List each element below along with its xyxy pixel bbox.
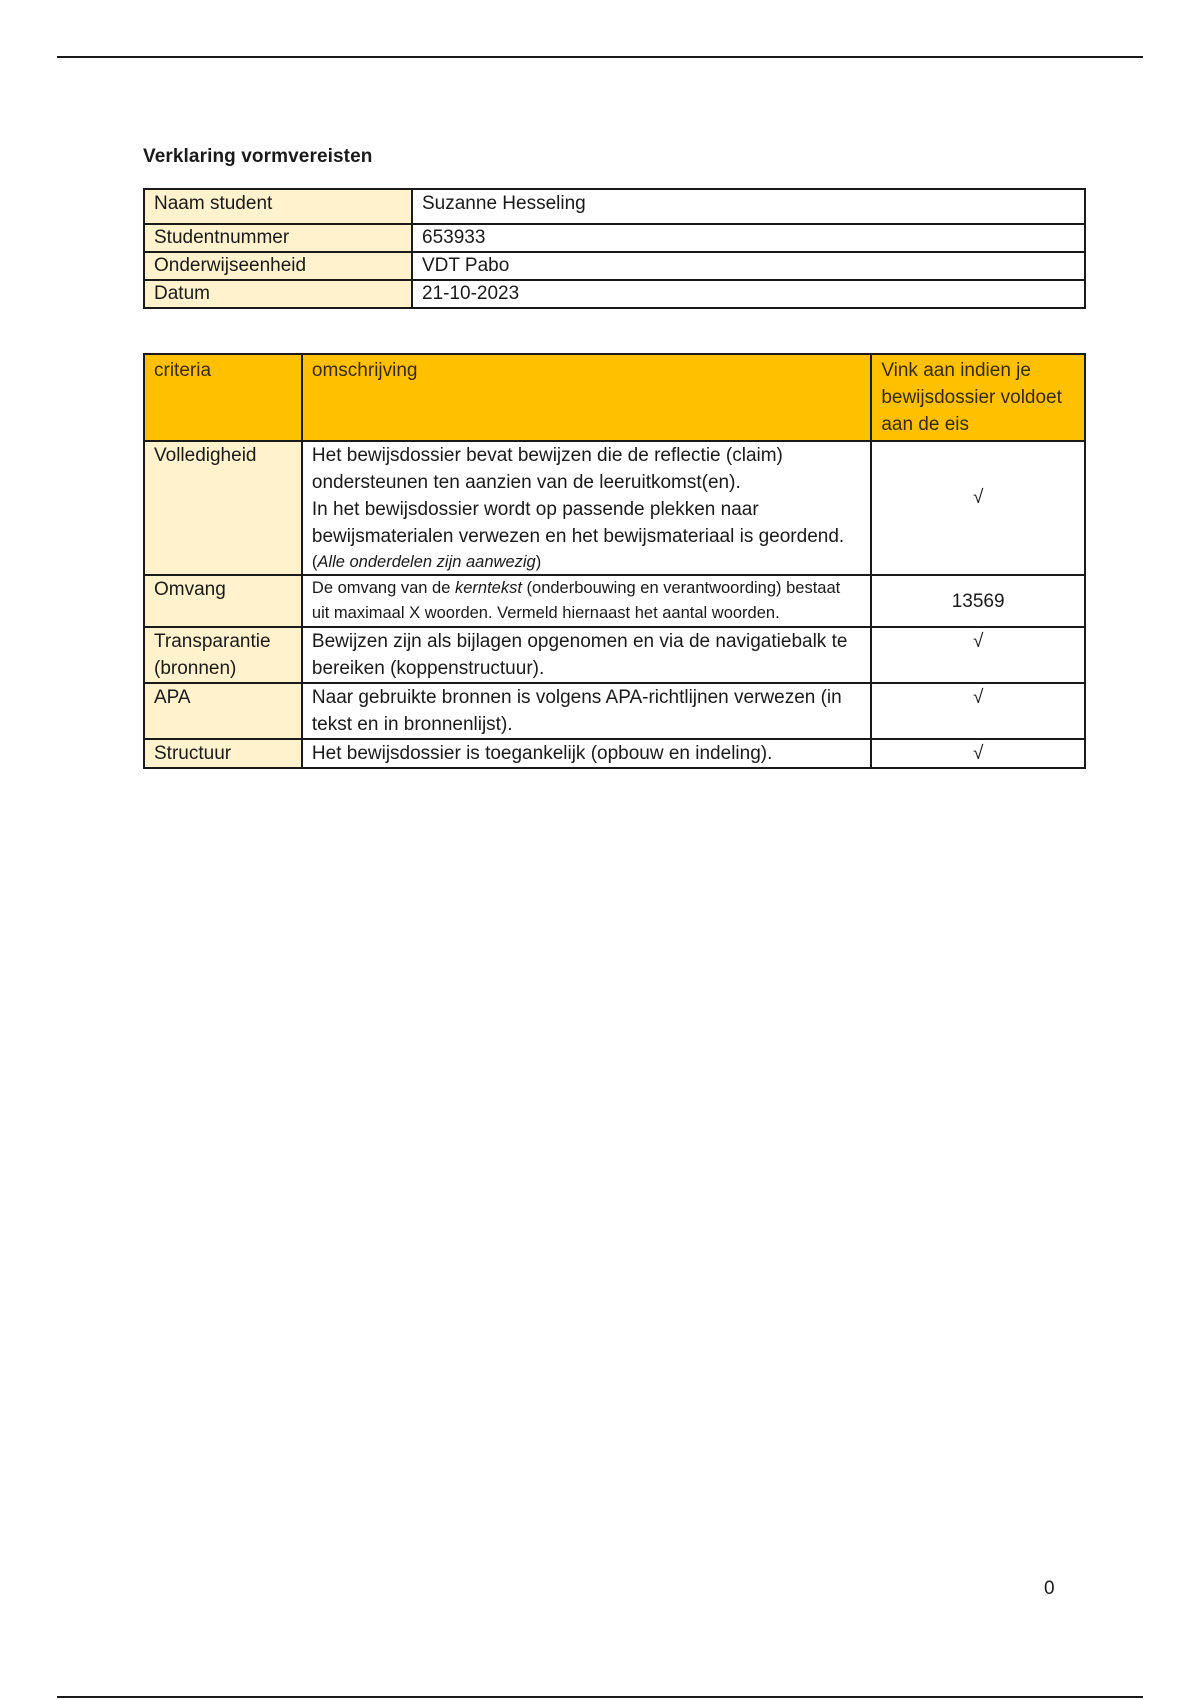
criteria-row-transparency bbox=[144, 627, 1085, 683]
criterion-check: √ bbox=[871, 683, 1085, 739]
criterion-label: Volledigheid bbox=[144, 441, 302, 575]
criterion-description bbox=[302, 575, 871, 627]
info-value-student-name: Suzanne Hesseling bbox=[412, 189, 1085, 224]
info-row-course-unit bbox=[144, 252, 1085, 280]
footer-rule bbox=[57, 1696, 1143, 1698]
header-description: omschrijving bbox=[302, 354, 871, 441]
criterion-description bbox=[302, 441, 871, 575]
criterion-label: Structuur bbox=[144, 739, 302, 768]
description-text: De omvang van de bbox=[311, 579, 455, 597]
word-count-value: 13569 bbox=[871, 575, 1085, 627]
info-row-name bbox=[144, 189, 1085, 224]
header-rule bbox=[57, 56, 1143, 58]
info-label: Onderwijseenheid bbox=[144, 252, 412, 280]
criterion-label: Transparantie (bronnen) bbox=[144, 627, 302, 683]
criterion-description: Het bewijsdossier is toegankelijk (opbouw en indeling). bbox=[302, 739, 871, 768]
criterion-description: Naar gebruikte bronnen is volgens APA-richtlijnen verwezen (in tekst en in bronnenlijst). bbox=[302, 683, 871, 739]
info-value-date: 21-10-2023 bbox=[412, 280, 1085, 308]
criteria-row-size bbox=[144, 575, 1085, 627]
info-label: Studentnummer bbox=[144, 224, 412, 252]
criterion-check: √ bbox=[871, 739, 1085, 768]
info-row-date bbox=[144, 280, 1085, 308]
info-row-student-number bbox=[144, 224, 1085, 252]
info-label: Naam student bbox=[144, 189, 412, 224]
info-label: Datum bbox=[144, 280, 412, 308]
page-number: 0 bbox=[1044, 1578, 1055, 1599]
student-info-table bbox=[143, 188, 1086, 309]
header-criteria: criteria bbox=[144, 354, 302, 441]
criteria-row-completeness bbox=[144, 441, 1085, 575]
description-emphasis: kerntekst bbox=[455, 579, 522, 597]
description-paragraph: Het bewijsdossier bevat bewijzen die de reflectie (claim) ondersteunen ten aanzien van de leeruitkomst(en). bbox=[311, 445, 783, 493]
criteria-header-row bbox=[144, 354, 1085, 441]
criteria-table bbox=[143, 353, 1086, 769]
description-text: (onderbouwing en verantwoording) bestaat uit maximaal X woorden. Vermeld hiernaast het aantal woorden. bbox=[311, 579, 841, 622]
criteria-row-structure bbox=[144, 739, 1085, 768]
criterion-description: Bewijzen zijn als bijlagen opgenomen en via de navigatiebalk te bereiken (koppenstructuur). bbox=[302, 627, 871, 683]
criterion-check: √ bbox=[871, 441, 1085, 575]
description-note: (Alle onderdelen zijn aanwezig) bbox=[311, 553, 542, 571]
note-text: Alle onderdelen zijn aanwezig bbox=[317, 553, 536, 571]
criterion-label: APA bbox=[144, 683, 302, 739]
criterion-check: √ bbox=[871, 627, 1085, 683]
criteria-row-apa bbox=[144, 683, 1085, 739]
header-check: Vink aan indien je bewijsdossier voldoet aan de eis bbox=[871, 354, 1085, 441]
info-value-student-number: 653933 bbox=[412, 224, 1085, 252]
criterion-label: Omvang bbox=[144, 575, 302, 627]
info-value-course-unit: VDT Pabo bbox=[412, 252, 1085, 280]
document-title: Verklaring vormvereisten bbox=[143, 146, 373, 167]
description-paragraph: In het bewijsdossier wordt op passende plekken naar bewijsmaterialen verwezen en het bewijsmateriaal is geordend. bbox=[311, 499, 845, 547]
